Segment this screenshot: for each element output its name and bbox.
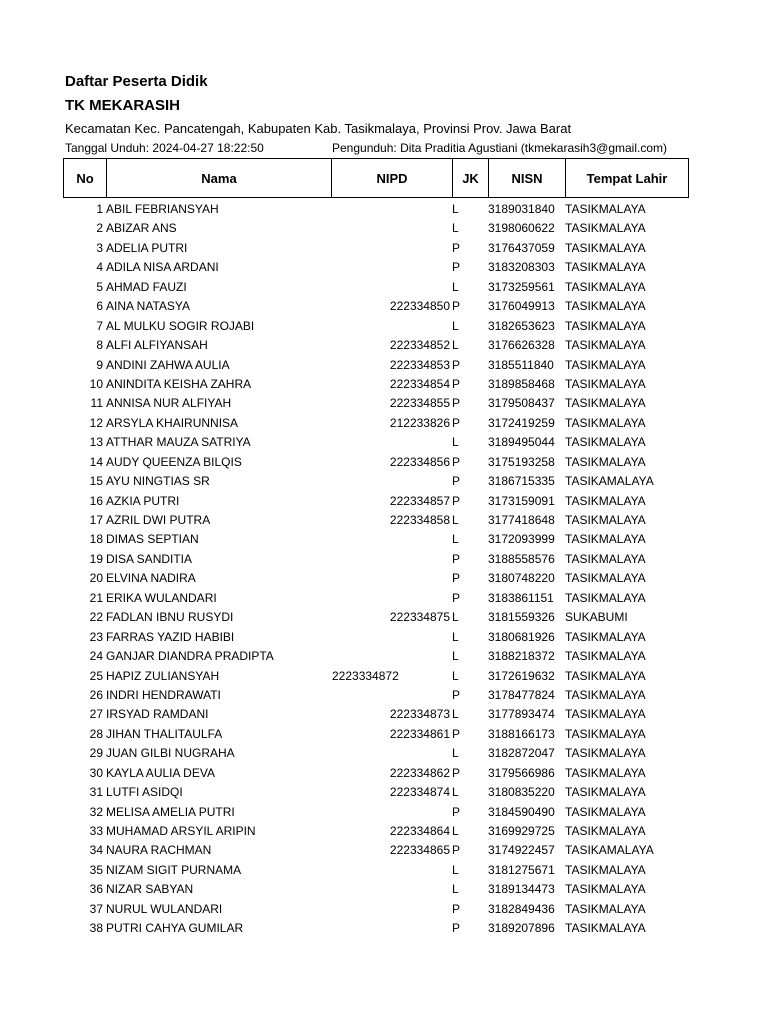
row-jk: L [452,649,459,664]
table-row [0,667,768,686]
row-jk: L [452,882,459,897]
row-tempat-lahir: TASIKMALAYA [565,785,646,800]
row-no: 37 [89,901,103,916]
table-row [0,356,768,375]
table-row [0,433,768,452]
row-nisn: 3184590490 [488,804,555,819]
download-date: Tanggal Unduh: 2024-04-27 18:22:50 [65,141,264,155]
row-tempat-lahir: TASIKMALAYA [565,707,646,722]
row-nisn: 3189031840 [488,202,555,216]
row-tempat-lahir: TASIKMALAYA [565,862,646,877]
row-no: 15 [89,474,103,489]
row-nama: FARRAS YAZID HABIBI [106,629,235,644]
row-jk: P [452,240,461,255]
row-tempat-lahir: TASIKMALAYA [565,746,646,761]
row-nisn: 3169929725 [488,824,555,838]
row-jk: P [452,396,461,411]
row-nisn: 3178477824 [488,687,555,702]
row-nama: AL MULKU SOGIR ROJABI [106,318,255,333]
row-tempat-lahir: TASIKMALAYA [565,202,646,216]
row-nipd: 222334865 [389,843,450,858]
row-no: 28 [89,726,103,741]
table-row [0,764,768,783]
table-row [0,783,768,802]
row-nipd: 222334857 [389,493,450,508]
row-jk: L [452,202,459,216]
row-jk: L [452,629,459,644]
row-nama: DIMAS SEPTIAN [106,532,199,547]
header-nama: Nama [107,159,332,198]
row-no: 12 [89,415,103,430]
row-nipd: 222334864 [389,824,450,838]
row-tempat-lahir: TASIKMALAYA [565,687,646,702]
row-jk: L [452,824,459,838]
table-row [0,317,768,336]
row-nama: ARSYLA KHAIRUNNISA [106,415,239,430]
row-nisn: 3179566986 [488,765,555,780]
row-nisn: 3172619632 [488,668,555,683]
row-no: 18 [89,532,103,547]
row-nama: AINA NATASYA [106,299,191,314]
row-tempat-lahir: TASIKMALAYA [565,454,646,469]
table-row [0,414,768,433]
row-jk: P [452,357,461,372]
row-no: 21 [89,590,103,605]
row-nisn: 3189134473 [488,882,555,897]
row-nisn: 3176049913 [488,299,555,314]
row-nipd: 222334854 [389,376,450,391]
header-tempat-lahir: Tempat Lahir [566,159,689,198]
row-tempat-lahir: TASIKMALAYA [565,571,646,586]
row-jk: L [452,532,459,547]
table-row [0,336,768,355]
table-row [0,394,768,413]
row-jk: P [452,901,461,916]
row-nama: AHMAD FAUZI [106,279,187,294]
table-row [0,239,768,258]
table-row [0,744,768,763]
header-no: No [64,159,107,198]
table-row [0,725,768,744]
row-tempat-lahir: TASIKMALAYA [565,551,646,566]
row-jk: P [452,551,461,566]
table-row [0,375,768,394]
row-no: 25 [89,668,103,683]
row-no: 26 [89,687,103,702]
row-nama: AYU NINGTIAS SR [106,474,210,489]
row-tempat-lahir: TASIKMALAYA [565,415,646,430]
row-nisn: 3173159091 [488,493,555,508]
row-nama: ADELIA PUTRI [106,240,188,255]
row-nipd: 222334850 [389,299,450,314]
row-tempat-lahir: TASIKMALAYA [565,921,646,936]
row-nisn: 3172419259 [488,415,555,430]
row-nipd: 212233826 [389,415,450,430]
table-row [0,569,768,588]
row-nama: ELVINA NADIRA [106,571,196,586]
row-jk: L [452,746,459,761]
row-nisn: 3188218372 [488,649,555,664]
table-row [0,686,768,705]
row-nisn: 3176626328 [488,338,555,353]
row-jk: P [452,376,461,391]
row-nisn: 3186715335 [488,474,555,489]
row-tempat-lahir: TASIKMALAYA [565,765,646,780]
row-nisn: 3182653623 [488,318,555,333]
row-jk: L [452,279,459,294]
row-no: 14 [89,454,103,469]
row-nama: NURUL WULANDARI [106,901,223,916]
row-tempat-lahir: TASIKMALAYA [565,318,646,333]
row-nisn: 3181559326 [488,610,555,625]
row-nipd: 222334874 [389,785,450,800]
downloader-info: Pengunduh: Dita Praditia Agustiani (tkmekarasih3@gmail.com) [332,141,668,155]
row-no: 24 [89,649,103,664]
row-nisn: 3176437059 [488,240,555,255]
row-no: 23 [89,629,103,644]
row-nipd: 222334861 [389,726,450,741]
row-tempat-lahir: TASIKMALAYA [565,513,646,527]
row-nama: FADLAN IBNU RUSYDI [106,610,234,625]
row-nisn: 3198060622 [488,221,555,236]
row-tempat-lahir: TASIKMALAYA [565,629,646,644]
row-no: 31 [89,785,103,800]
row-nama: AZKIA PUTRI [106,493,180,508]
row-nipd: 222334875 [389,610,450,625]
row-no: 36 [89,882,103,897]
table-row [0,278,768,297]
row-tempat-lahir: TASIKMALAYA [565,240,646,255]
document-title: Daftar Peserta Didik [65,73,208,90]
row-no: 27 [89,707,103,722]
row-nisn: 3172093999 [488,532,555,547]
table-row [0,841,768,860]
table-row [0,628,768,647]
row-jk: P [452,687,461,702]
row-nama: NAURA RACHMAN [106,843,212,858]
row-nisn: 3183208303 [488,260,555,275]
row-nisn: 3180681926 [488,629,555,644]
student-list [0,200,768,939]
row-nama: ABIZAR ANS [106,221,177,236]
row-no: 2 [96,221,103,236]
table-row [0,219,768,238]
table-row [0,511,768,530]
row-nama: JIHAN THALITAULFA [106,726,223,741]
row-nisn: 3182872047 [488,746,555,761]
row-jk: L [452,221,459,236]
table-row [0,705,768,724]
row-jk: P [452,571,461,586]
header-jk: JK [453,159,489,198]
row-jk: P [452,493,461,508]
row-tempat-lahir: TASIKMALAYA [565,221,646,236]
row-nisn: 3182849436 [488,901,555,916]
row-jk: P [452,299,461,314]
table-row [0,900,768,919]
row-nisn: 3177893474 [488,707,555,722]
row-no: 33 [89,824,103,838]
row-jk: P [452,415,461,430]
row-jk: L [452,785,459,800]
row-tempat-lahir: TASIKMALAYA [565,357,646,372]
row-tempat-lahir: TASIKMALAYA [565,493,646,508]
row-nama: GANJAR DIANDRA PRADIPTA [106,649,274,664]
row-no: 6 [96,299,103,314]
row-no: 34 [89,843,103,858]
row-nipd: 222334862 [389,765,450,780]
row-no: 1 [96,202,103,216]
row-nipd: 222334873 [389,707,450,722]
row-nama: AZRIL DWI PUTRA [106,513,211,527]
header-nisn: NISN [489,159,566,198]
row-nama: HAPIZ ZULIANSYAH [106,668,220,683]
row-jk: P [452,843,461,858]
row-nisn: 3179508437 [488,396,555,411]
row-no: 29 [89,746,103,761]
row-no: 32 [89,804,103,819]
table-row [0,530,768,549]
row-tempat-lahir: SUKABUMI [565,610,628,625]
row-no: 30 [89,765,103,780]
row-tempat-lahir: TASIKMALAYA [565,649,646,664]
table-row [0,880,768,899]
table-row [0,200,768,219]
row-no: 35 [89,862,103,877]
row-nisn: 3175193258 [488,454,555,469]
row-nipd: 222334853 [389,357,450,372]
row-nisn: 3189495044 [488,435,555,450]
row-jk: L [452,668,459,683]
row-nama: LUTFI ASIDQI [106,785,183,800]
row-nama: ANINDITA KEISHA ZAHRA [106,376,252,391]
row-nama: INDRI HENDRAWATI [106,687,221,702]
row-no: 19 [89,551,103,566]
row-tempat-lahir: TASIKAMALAYA [565,474,654,489]
row-no: 20 [89,571,103,586]
row-nisn: 3180835220 [488,785,555,800]
row-nama: ADILA NISA ARDANI [106,260,219,275]
row-jk: L [452,610,459,625]
row-nama: IRSYAD RAMDANI [106,707,209,722]
row-no: 8 [96,338,103,353]
table-row [0,803,768,822]
row-no: 3 [96,240,103,255]
row-tempat-lahir: TASIKMALAYA [565,901,646,916]
row-nama: NIZAM SIGIT PURNAMA [106,862,242,877]
row-nisn: 3188558576 [488,551,555,566]
row-no: 13 [89,435,103,450]
row-nama: MUHAMAD ARSYIL ARIPIN [106,824,256,838]
row-no: 38 [89,921,103,936]
row-nipd: 222334855 [389,396,450,411]
row-nisn: 3181275671 [488,862,555,877]
row-jk: L [452,338,459,353]
row-no: 5 [96,279,103,294]
row-no: 17 [89,513,103,527]
row-jk: L [452,513,459,527]
table-row [0,258,768,277]
row-nisn: 3173259561 [488,279,555,294]
table-row [0,589,768,608]
row-nisn: 3185511840 [488,357,554,372]
row-jk: P [452,804,461,819]
row-nama: AUDY QUEENZA BILQIS [106,454,242,469]
row-jk: P [452,590,461,605]
row-no: 7 [96,318,103,333]
table-row [0,861,768,880]
school-name: TK MEKARASIH [65,97,180,114]
row-tempat-lahir: TASIKMALAYA [565,299,646,314]
row-nisn: 3189858468 [488,376,555,391]
table-header [63,158,689,198]
row-no: 4 [96,260,103,275]
row-tempat-lahir: TASIKMALAYA [565,726,646,741]
row-tempat-lahir: TASIKMALAYA [565,338,646,353]
row-nama: ABIL FEBRIANSYAH [106,202,219,216]
row-nisn: 3189207896 [488,921,555,936]
row-tempat-lahir: TASIKMALAYA [565,882,646,897]
table-row [0,608,768,627]
row-jk: P [452,474,461,489]
table-row [0,472,768,491]
row-nisn: 3180748220 [488,571,555,586]
row-no: 9 [96,357,103,372]
location-line: Kecamatan Kec. Pancatengah, Kabupaten Kab. Tasikmalaya, Provinsi Prov. Jawa Barat [65,121,572,136]
row-nama: MELISA AMELIA PUTRI [106,804,235,819]
row-nipd: 222334852 [389,338,450,353]
row-tempat-lahir: TASIKMALAYA [565,824,646,838]
row-nama: DISA SANDITIA [106,551,193,566]
row-nama: ATTHAR MAUZA SATRIYA [106,435,251,450]
row-no: 11 [90,396,103,411]
table-row [0,492,768,511]
row-nipd: 222334856 [389,454,450,469]
row-nama: NIZAR SABYAN [106,882,194,897]
row-nama: ERIKA WULANDARI [106,590,217,605]
table-row [0,297,768,316]
table-row [0,647,768,666]
row-jk: L [452,435,459,450]
row-tempat-lahir: TASIKMALAYA [565,260,646,275]
row-jk: L [452,318,459,333]
row-jk: P [452,260,461,275]
row-nama: KAYLA AULIA DEVA [106,765,215,780]
row-nama: ANNISA NUR ALFIYAH [106,396,232,411]
row-nama: PUTRI CAHYA GUMILAR [106,921,244,936]
row-tempat-lahir: TASIKAMALAYA [565,843,654,858]
row-tempat-lahir: TASIKMALAYA [565,435,646,450]
table-row [0,453,768,472]
row-tempat-lahir: TASIKMALAYA [565,532,646,547]
row-tempat-lahir: TASIKMALAYA [565,376,646,391]
row-tempat-lahir: TASIKMALAYA [565,396,646,411]
row-no: 16 [89,493,103,508]
row-nama: ANDINI ZAHWA AULIA [106,357,230,372]
row-jk: P [452,726,461,741]
row-nama: JUAN GILBI NUGRAHA [106,746,235,761]
row-nisn: 3183861151 [488,590,554,605]
table-row [0,550,768,569]
row-nama: ALFI ALFIYANSAH [106,338,208,353]
row-tempat-lahir: TASIKMALAYA [565,279,646,294]
row-nipd: 2223334872 [332,668,399,683]
table-row [0,822,768,841]
row-tempat-lahir: TASIKMALAYA [565,668,646,683]
row-nisn: 3177418648 [488,513,555,527]
header-nipd: NIPD [332,159,453,198]
row-jk: P [452,765,461,780]
row-nipd: 222334858 [389,513,450,527]
row-jk: P [452,454,461,469]
row-tempat-lahir: TASIKMALAYA [565,590,646,605]
row-nisn: 3174922457 [488,843,555,858]
row-no: 10 [89,376,103,391]
row-jk: P [452,921,461,936]
row-nisn: 3188166173 [488,726,555,741]
row-tempat-lahir: TASIKMALAYA [565,804,646,819]
row-no: 22 [89,610,103,625]
row-jk: L [452,707,459,722]
row-jk: L [452,862,459,877]
table-row [0,919,768,938]
